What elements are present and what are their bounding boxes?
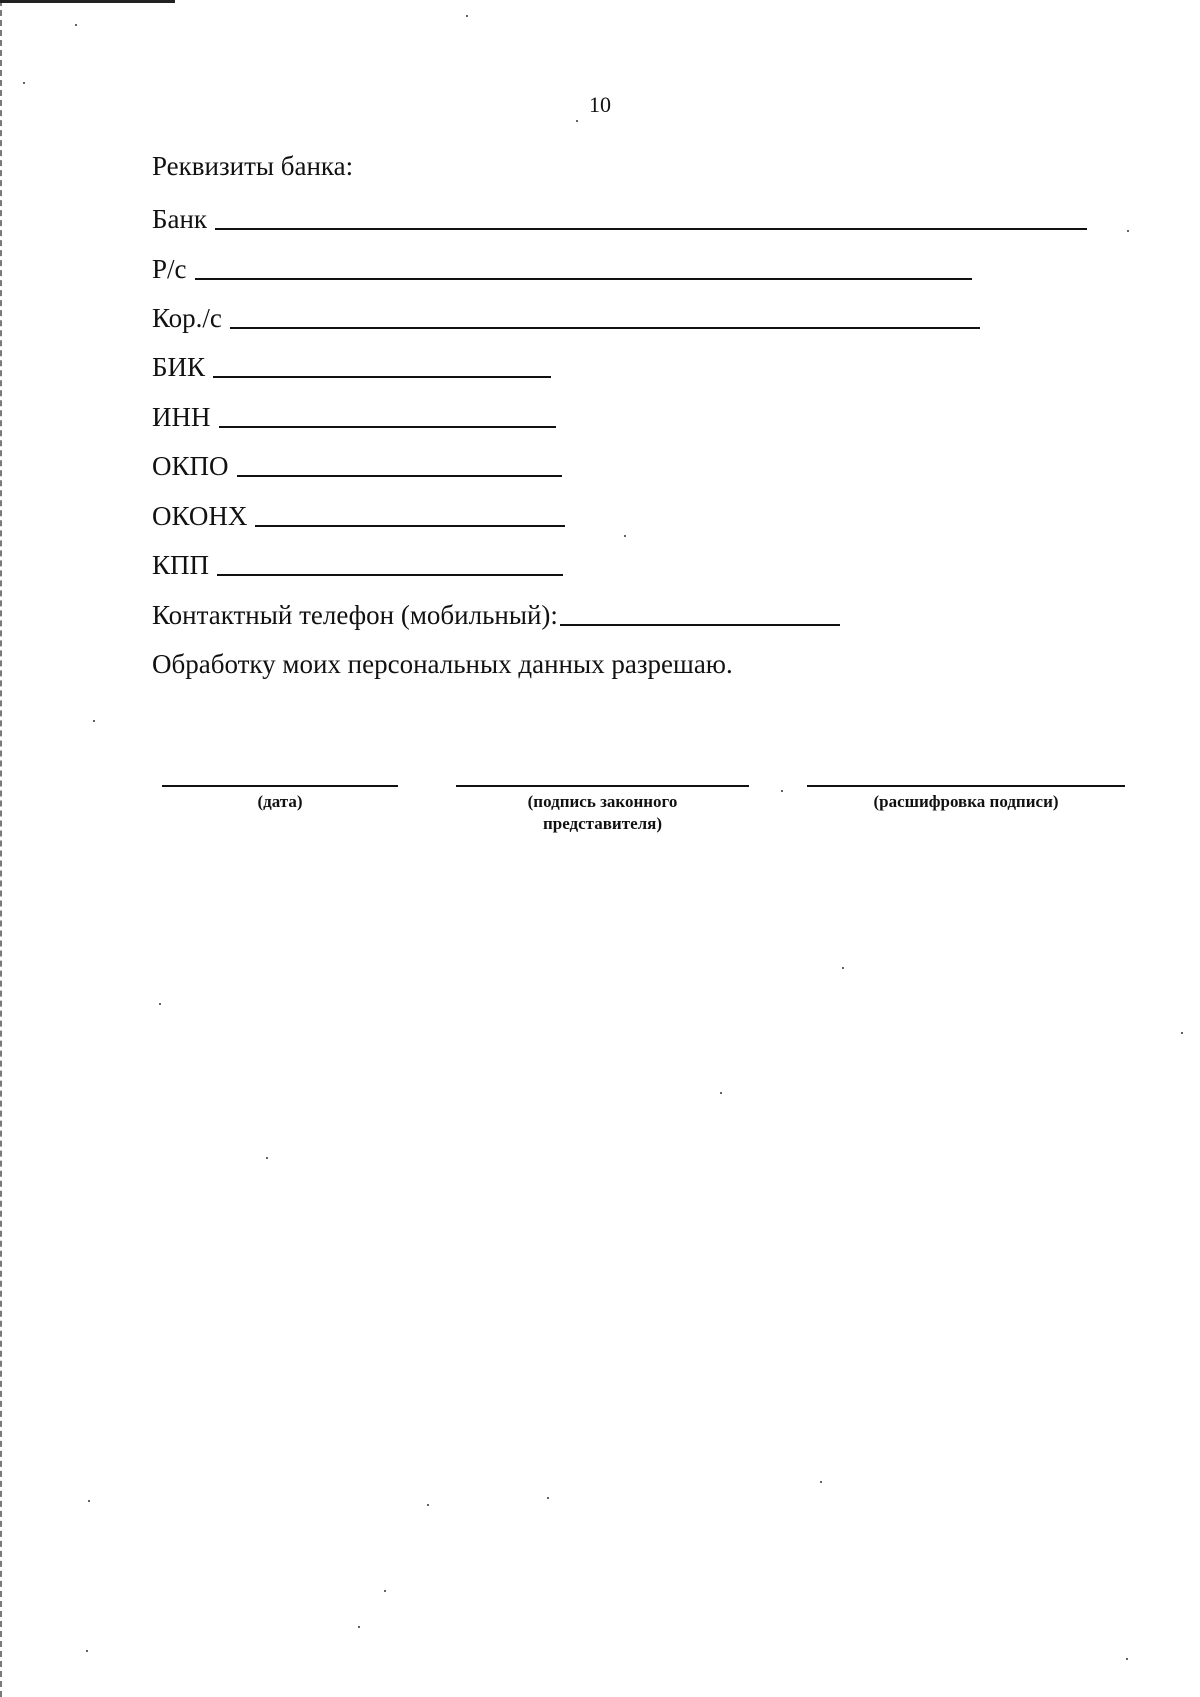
corr-account-input-line[interactable]	[230, 301, 980, 329]
inn-row	[152, 398, 556, 432]
scan-speck	[624, 535, 626, 537]
scan-speck	[1127, 230, 1129, 232]
okpo-row	[152, 447, 562, 481]
page-number: 10	[589, 92, 611, 117]
decoding-block	[807, 785, 1125, 813]
kpp-label: КПП	[152, 550, 210, 580]
okonh-row	[152, 497, 565, 531]
kpp-input-line[interactable]	[217, 548, 563, 576]
phone-label: Контактный телефон (мобильный):	[152, 600, 558, 630]
scan-speck	[93, 720, 95, 722]
scan-speck	[358, 1626, 360, 1628]
bank-input-line[interactable]	[215, 202, 1087, 230]
scan-speck	[23, 82, 25, 84]
scan-left-edge	[0, 0, 5, 1697]
okonh-input-line[interactable]	[255, 499, 565, 527]
scan-speck	[266, 1157, 268, 1159]
bank-label: Банк	[152, 204, 208, 234]
scan-speck	[547, 1497, 549, 1499]
scan-speck	[88, 1500, 90, 1502]
signature-line[interactable]	[456, 785, 749, 787]
signature-caption	[528, 791, 678, 835]
date-line[interactable]	[162, 785, 398, 787]
scan-speck	[384, 1590, 386, 1592]
scan-speck	[576, 120, 578, 122]
scan-top-edge	[0, 0, 175, 3]
signature-caption-line1: (подпись законного	[527, 792, 678, 811]
bik-label: БИК	[152, 352, 206, 382]
bik-input-line[interactable]	[213, 350, 551, 378]
scan-speck	[466, 15, 468, 17]
scan-speck	[781, 790, 783, 792]
bik-row	[152, 348, 551, 382]
account-row	[152, 250, 972, 284]
scan-speck	[159, 1003, 161, 1005]
scan-speck	[75, 24, 77, 26]
date-signature-block	[162, 785, 398, 813]
section-title: Реквизиты банка:	[152, 151, 354, 181]
signature-block	[456, 785, 749, 835]
scan-speck	[720, 1092, 722, 1094]
decoding-line[interactable]	[807, 785, 1125, 787]
inn-input-line[interactable]	[219, 400, 556, 428]
account-input-line[interactable]	[195, 252, 972, 280]
scan-speck	[427, 1504, 429, 1506]
okpo-input-line[interactable]	[237, 449, 562, 477]
corr-account-row	[152, 299, 980, 333]
scan-speck	[820, 1481, 822, 1483]
decoding-caption: (расшифровка подписи)	[873, 792, 1059, 811]
consent-text: Обработку моих персональных данных разрешаю.	[152, 649, 733, 679]
scan-speck	[86, 1650, 88, 1652]
okpo-label: ОКПО	[152, 451, 229, 481]
scan-speck	[1181, 1032, 1183, 1034]
inn-label: ИНН	[152, 402, 211, 432]
account-label: Р/с	[152, 254, 187, 284]
okonh-label: ОКОНХ	[152, 501, 248, 531]
phone-input-line[interactable]	[560, 598, 840, 626]
bank-row	[152, 200, 1087, 234]
kpp-row	[152, 546, 563, 580]
signature-caption-line2: представителя)	[542, 814, 663, 833]
date-caption: (дата)	[257, 792, 303, 811]
phone-row	[152, 596, 840, 630]
scan-speck	[842, 967, 844, 969]
corr-account-label: Кор./с	[152, 303, 222, 333]
scan-speck	[1126, 1658, 1128, 1660]
